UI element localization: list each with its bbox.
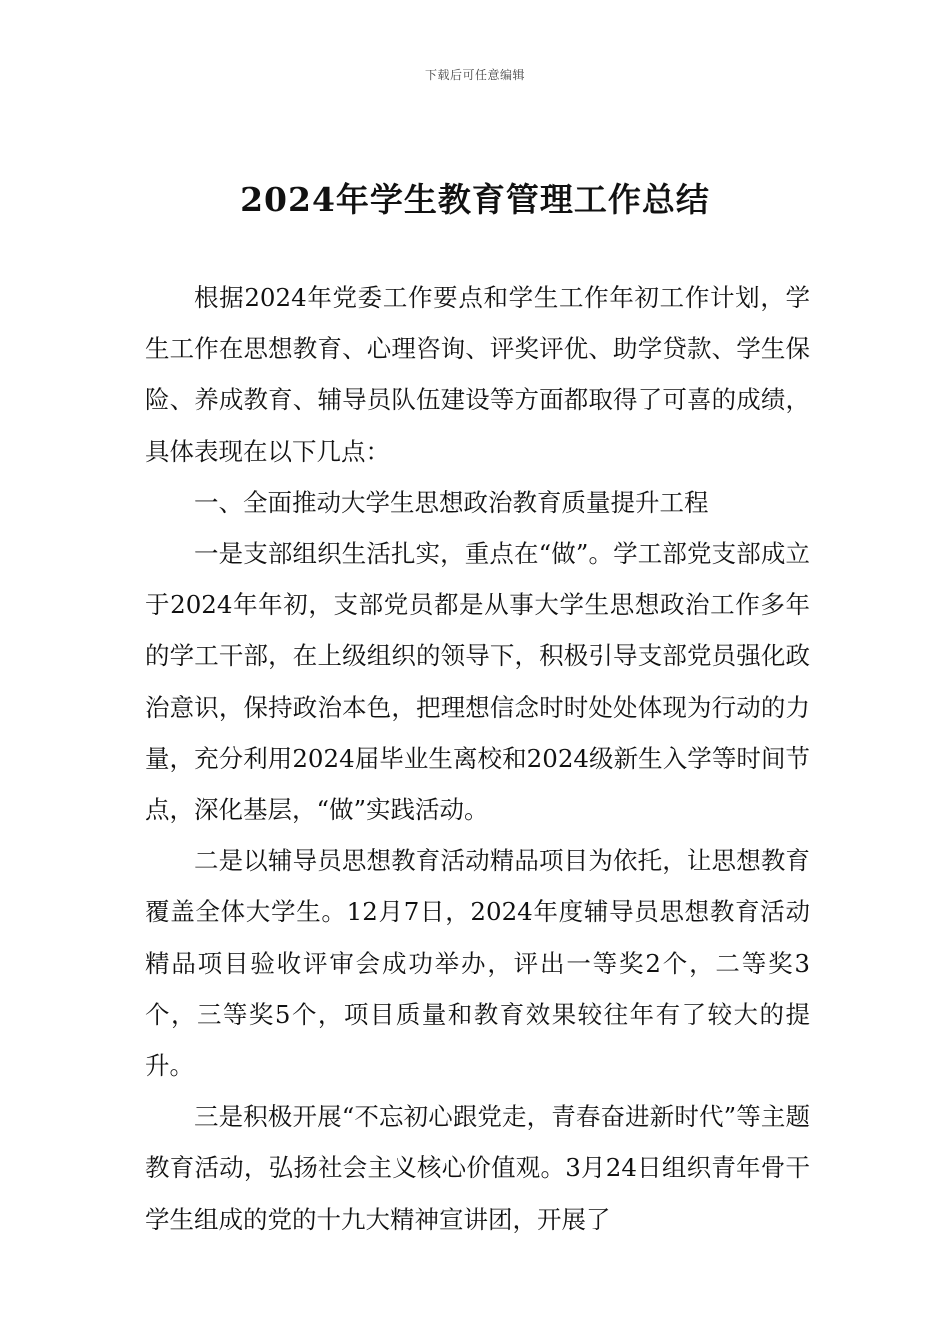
header-note: 下载后可任意编辑 bbox=[424, 68, 525, 82]
paragraph-item-3: 三是积极开展“不忘初心跟党走，青春奋进新时代”等主题教育活动，弘扬社会主义核心价值观。3月24日组织青年骨干学生组成的党的十九大精神宣讲团，开展了 bbox=[145, 1102, 810, 1234]
document-title: 2024年学生教育管理工作总结 bbox=[240, 180, 710, 219]
paragraph-intro: 根据2024年党委工作要点和学生工作年初工作计划，学生工作在思想教育、心理咨询、评奖评优、助学贷款、学生保险、养成教育、辅导员队伍建设等方面都取得了可喜的成绩，具体表现在以下几点： bbox=[145, 283, 810, 466]
document-body bbox=[145, 272, 810, 1245]
section-heading: 一、全面推动大学生思想政治教育质量提升工程 bbox=[194, 487, 709, 517]
paragraph-item-2: 二是以辅导员思想教育活动精品项目为依托，让思想教育覆盖全体大学生。12月7日，2024年度辅导员思想教育活动精品项目验收评审会成功举办，评出一等奖2个，二等奖3个，三等奖5个，项目质量和教育效果较往年有了较大的提升。 bbox=[145, 846, 810, 1081]
paragraph-item-1: 一是支部组织生活扎实，重点在“做”。学工部党支部成立于2024年年初，支部党员都是从事大学生思想政治工作多年的学工干部，在上级组织的领导下，积极引导支部党员强化政治意识，保持政治本色，把理想信念时时处处体现为行动的力量，充分利用2024届毕业生离校和2024级新生入学等时间节点，深化基层，“做”实践活动。 bbox=[145, 539, 810, 825]
